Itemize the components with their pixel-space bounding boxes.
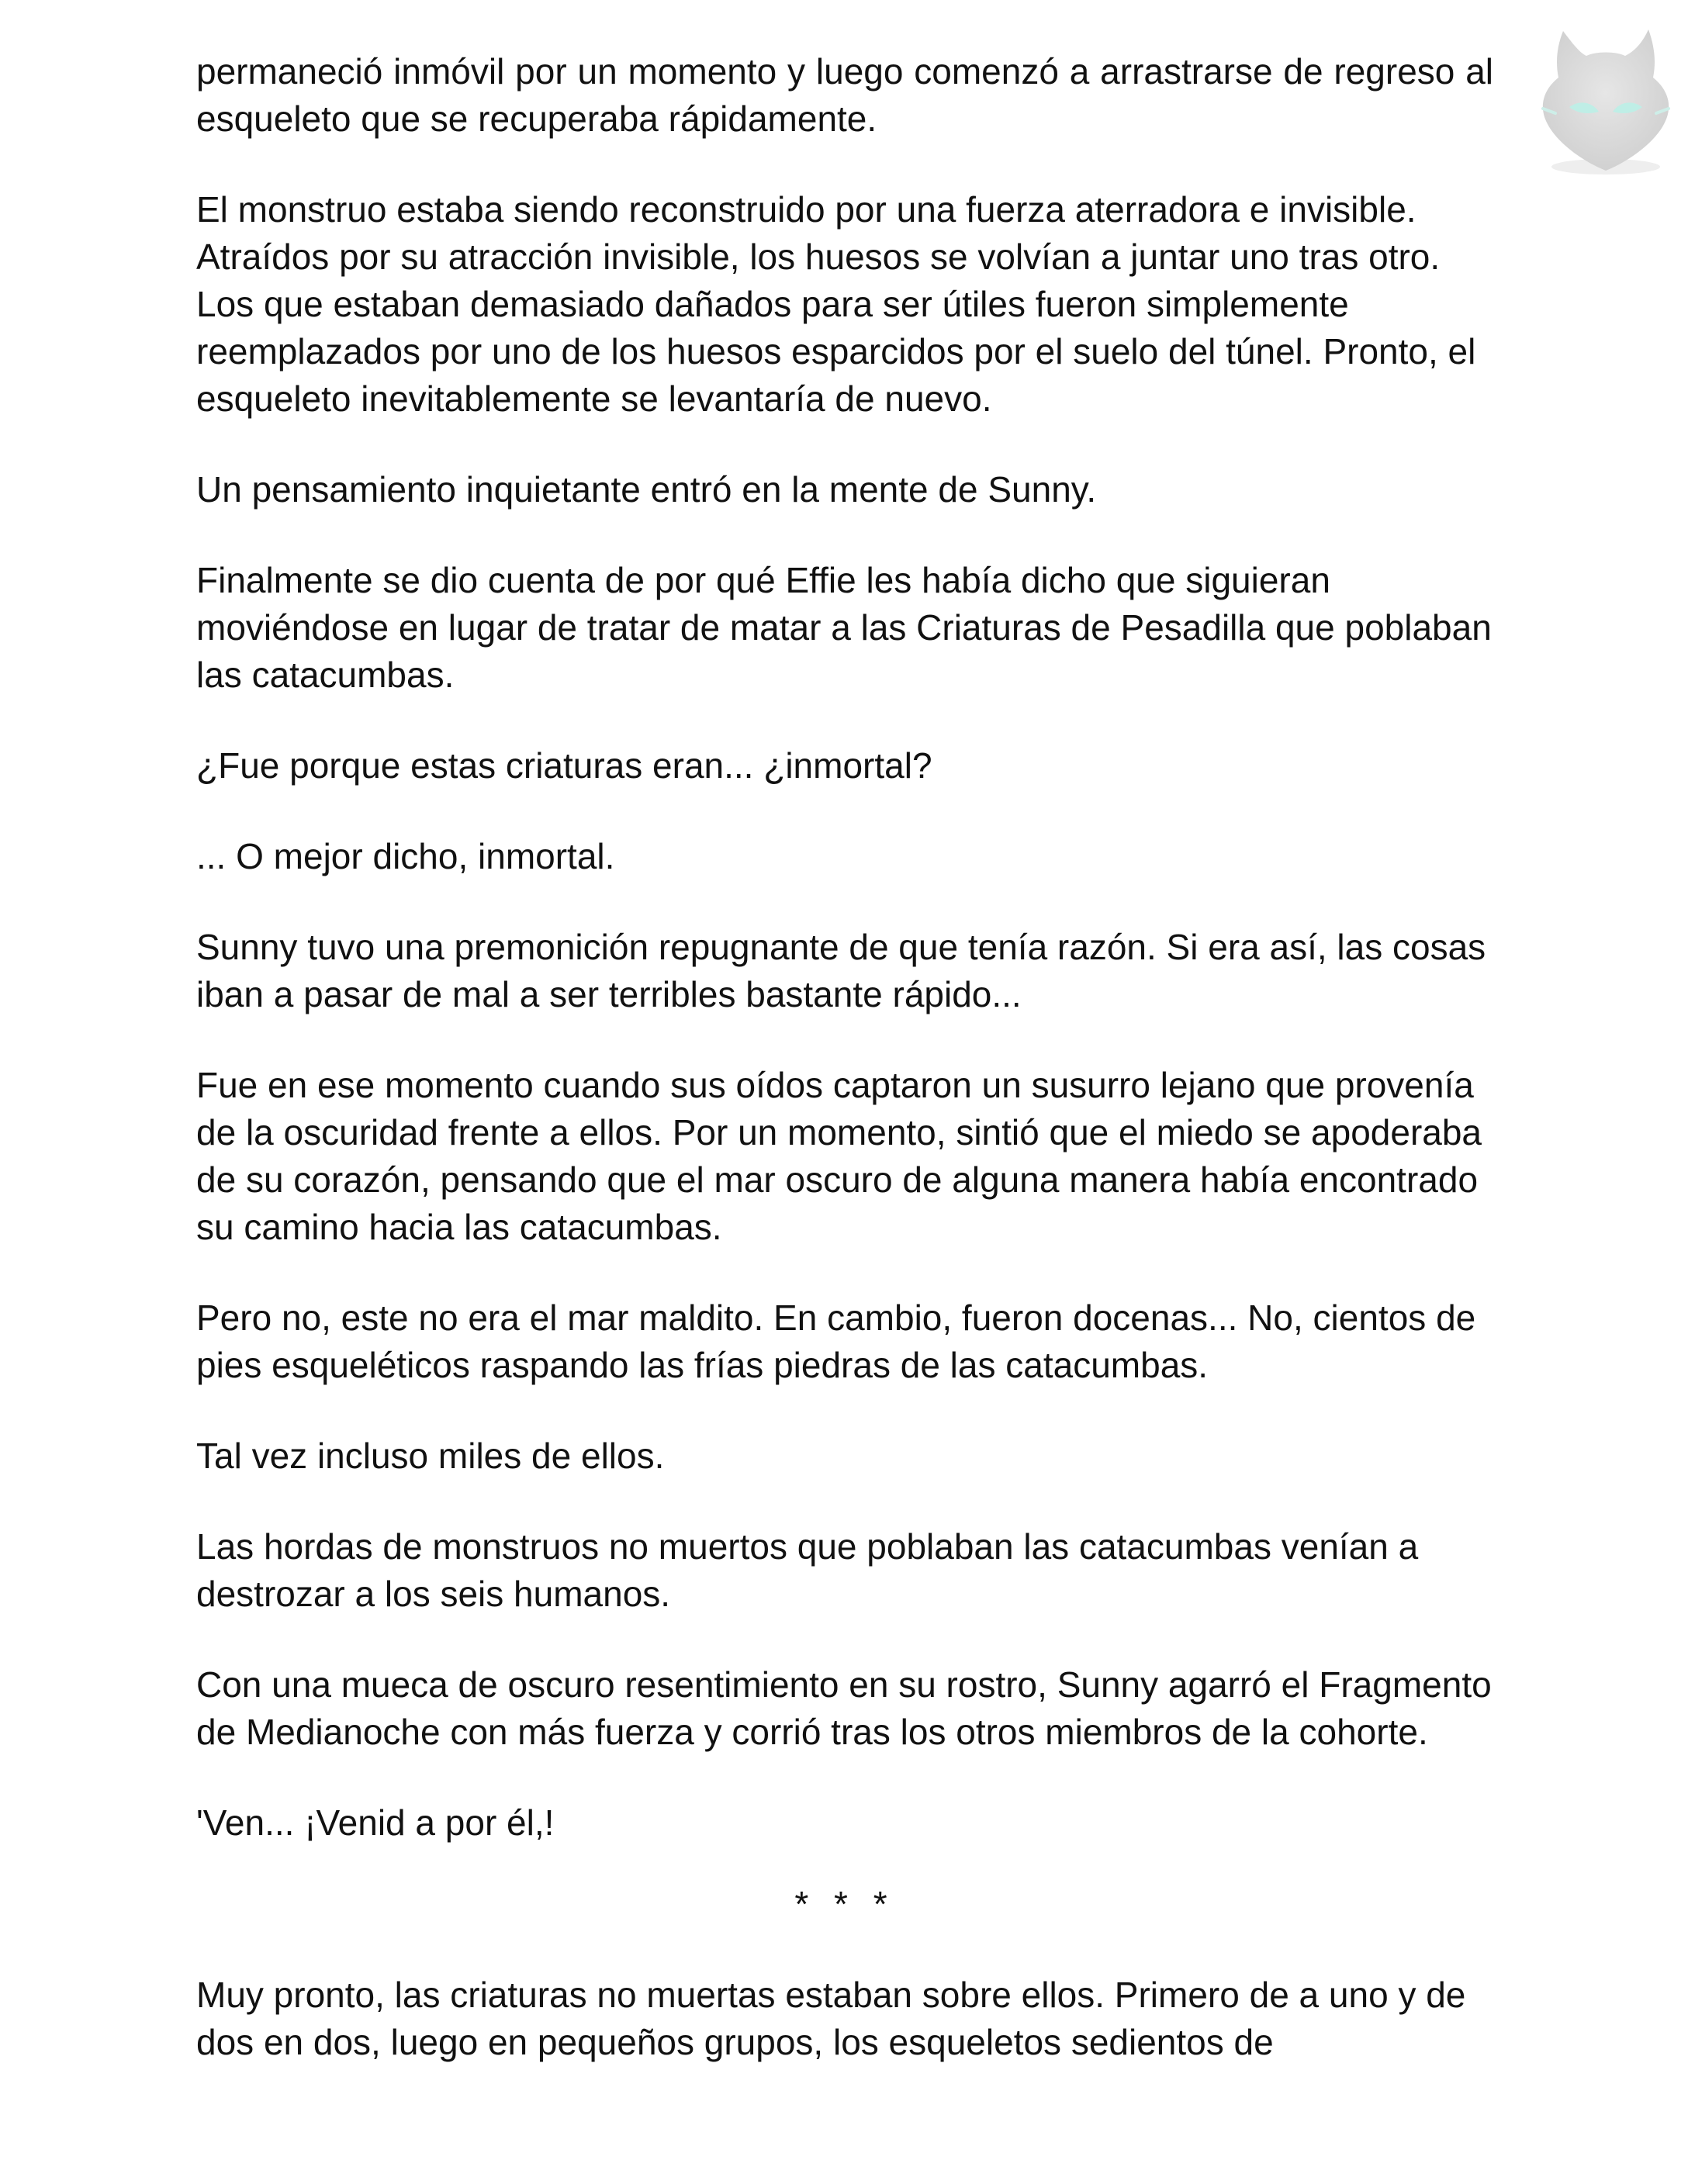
paragraph: 'Ven... ¡Venid a por él,! bbox=[196, 1802, 555, 1843]
paragraph: Con una mueca de oscuro resentimiento en su rostro, Sunny agarró el Fragmento de Medianoche con más fuerza y corrió tras los otros miembros de la cohorte. bbox=[196, 1664, 1492, 1752]
paragraph: permaneció inmóvil por un momento y luego comenzó a arrastrarse de regreso al esqueleto que se recuperaba rápidamente. bbox=[196, 51, 1493, 139]
paragraph: Pero no, este no era el mar maldito. En cambio, fueron docenas... No, cientos de pies esqueléticos raspando las frías piedras de las catacumbas. bbox=[196, 1298, 1476, 1385]
paragraph: Sunny tuvo una premonición repugnante de que tenía razón. Si era así, las cosas iban a pasar de mal a ser terribles bastante rápido... bbox=[196, 927, 1486, 1014]
demon-head-watermark-icon bbox=[1532, 16, 1679, 186]
paragraph: Las hordas de monstruos no muertos que poblaban las catacumbas venían a destrozar a los seis humanos. bbox=[196, 1526, 1419, 1614]
scene-separator: * * * bbox=[794, 1884, 895, 1924]
paragraph: Muy pronto, las criaturas no muertas estaban sobre ellos. Primero de a uno y de dos en dos, luego en pequeños grupos, los esqueletos sedientos de bbox=[196, 1975, 1466, 2062]
paragraph: ¿Fue porque estas criaturas eran... ¿inmortal? bbox=[196, 745, 932, 786]
paragraph: Finalmente se dio cuenta de por qué Effie les había dicho que siguieran moviéndose en lugar de tratar de matar a las Criaturas de Pesadilla que poblaban las catacumbas. bbox=[196, 560, 1492, 695]
paragraph: Tal vez incluso miles de ellos. bbox=[196, 1436, 665, 1476]
paragraph: Fue en ese momento cuando sus oídos captaron un susurro lejano que provenía de la oscuridad frente a ellos. Por un momento, sintió que el miedo se apoderaba de su corazón, pensando que el mar oscuro de alguna manera había encontrado su camino hacia las catacumbas. bbox=[196, 1065, 1482, 1247]
paragraph: El monstruo estaba siendo reconstruido por una fuerza aterradora e invisible. Atraídos por su atracción invisible, los huesos se volvían a juntar uno tras otro. Los que estaban demasiado dañados para ser útiles fueron simplemente reemplazados por uno de los huesos esparcidos por el suelo del túnel. Pronto, el esqueleto inevitablemente se levantaría de nuevo. bbox=[196, 189, 1476, 419]
paragraph: Un pensamiento inquietante entró en la mente de Sunny. bbox=[196, 469, 1097, 510]
document-page bbox=[196, 48, 1493, 2110]
paragraph: ... O mejor dicho, inmortal. bbox=[196, 836, 615, 876]
